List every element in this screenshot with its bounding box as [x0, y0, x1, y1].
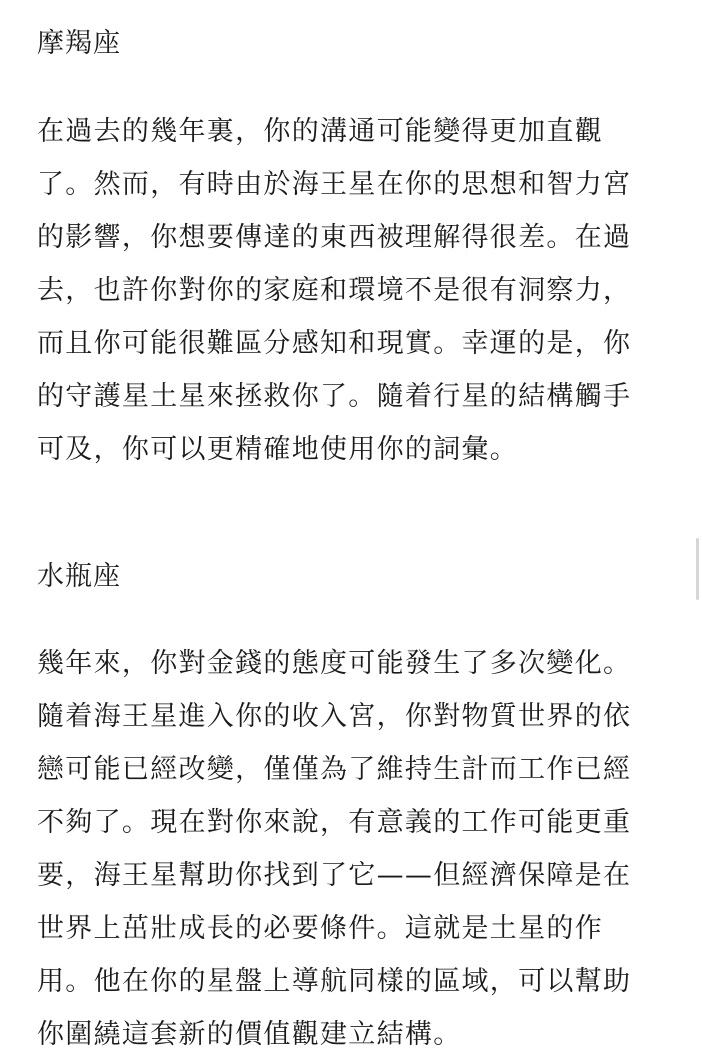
- paragraph-line: 幾年來，你對金錢的態度可能發生了多次變化。: [37, 648, 632, 679]
- paragraph-line: 要，海王星幫助你找到了它——但經濟保障是在: [37, 860, 632, 891]
- paragraph-line: 世界上茁壯成長的必要條件。這就是土星的作: [37, 913, 603, 944]
- paragraph-line: 了。然而，有時由於海王星在你的思想和智力宮: [37, 169, 632, 200]
- section-heading-capricorn: 摩羯座: [37, 28, 121, 59]
- paragraph-line: 的守護星土星來拯救你了。隨着行星的結構觸手: [37, 381, 632, 412]
- paragraph-line: 不夠了。現在對你來說，有意義的工作可能更重: [37, 807, 632, 838]
- paragraph-line: 可及，你可以更精確地使用你的詞彙。: [37, 434, 519, 465]
- paragraph-line: 在過去的幾年裏，你的溝通可能變得更加直觀: [37, 116, 603, 147]
- paragraph-line: 戀可能已經改變，僅僅為了維持生計而工作已經: [37, 754, 632, 785]
- section-heading-aquarius: 水瓶座: [37, 561, 121, 592]
- section-paragraph-capricorn: [37, 105, 631, 476]
- paragraph-line: 去，也許你對你的家庭和環境不是很有洞察力，: [37, 275, 632, 306]
- paragraph-line: 用。他在你的星盤上導航同樣的區域，可以幫助: [37, 966, 632, 997]
- paragraph-line: 你圍繞這套新的價值觀建立結構。: [37, 1019, 462, 1050]
- section-paragraph-aquarius: [37, 637, 631, 1061]
- paragraph-line: 而且你可能很難區分感知和現實。幸運的是，你: [37, 328, 632, 359]
- paragraph-line: 隨着海王星進入你的收入宮，你對物質世界的依: [37, 701, 632, 732]
- paragraph-line: 的影響，你想要傳達的東西被理解得很差。在過: [37, 222, 632, 253]
- scrollbar-thumb[interactable]: [696, 538, 699, 600]
